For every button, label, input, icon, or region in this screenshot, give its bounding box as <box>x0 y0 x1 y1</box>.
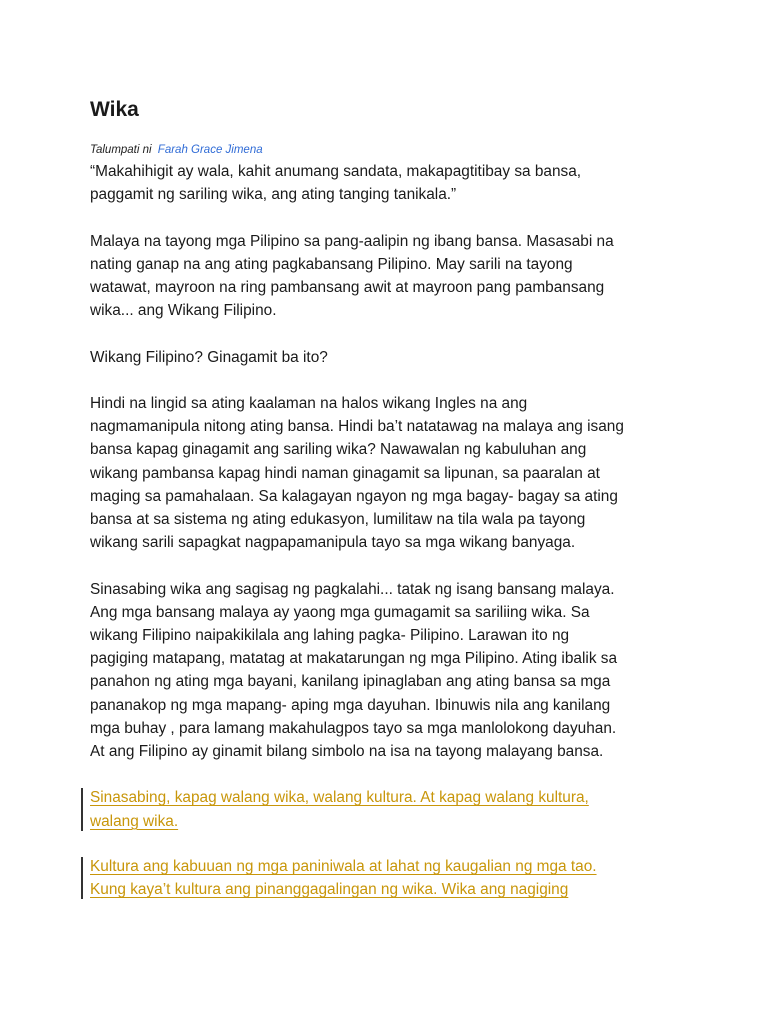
text-line: wikang pambansa kapag hindi naman ginagamit sa lipunan, sa paaralan at <box>90 464 600 482</box>
highlighted-line[interactable]: Sinasabing, kapag walang wika, walang kultura. At kapag walang kultura, <box>90 789 589 807</box>
byline-prefix: Talumpati ni <box>90 144 152 156</box>
text-line: wika... ang Wikang Filipino. <box>90 302 277 320</box>
highlighted-line[interactable]: Kultura ang kabuuan ng mga paniniwala at lahat ng kaugalian ng mga tao. <box>90 857 597 875</box>
text-line: wikang Filipino naipakikilala ang lahing pagka- Pilipino. Larawan ito ng <box>90 627 570 644</box>
document-title: Wika <box>90 98 139 121</box>
text-line: wikang sarili sapagkat nagpapamanipula tayo sa mga wikang banyaga. <box>90 534 576 552</box>
text-line: bansa kapag ginagamit ang sariling wika? Nawawalan ng kabuluhan ang <box>90 441 587 459</box>
text-line: “Makahihigit ay wala, kahit anumang sandata, makapagtitibay sa bansa, <box>90 163 582 180</box>
paragraph <box>90 346 710 369</box>
change-bar <box>81 788 83 830</box>
text-line: mga buhay , para lamang makahulagpos tayo sa mga manlolokong dayuhan. <box>90 719 617 737</box>
text-line: pagiging matapang, matatag at makatarungan ng mga Pilipino. Ating ibalik sa <box>90 650 618 668</box>
paragraph-quote <box>90 160 710 206</box>
text-line: Ang mga bansang malaya ay yaong mga gumagamit sa sariliing wika. Sa <box>90 603 590 621</box>
text-line: maging sa pamahalaan. Sa kalagayan ngayon ng mga bagay- bagay sa ating <box>90 487 618 505</box>
paragraph <box>90 578 710 764</box>
highlighted-passage[interactable] <box>90 786 710 832</box>
highlighted-line[interactable]: Kung kaya’t kultura ang pinanggagalingan ng wika. Wika ang nagiging <box>90 881 569 899</box>
change-bar <box>81 857 83 899</box>
text-line: panahon ng ating mga bayani, kanilang ipinaglaban ang ating bansa sa mga <box>90 673 611 691</box>
text-line: nagmamanipula nitong ating bansa. Hindi ba’t natatawag na malaya ang isang <box>90 418 624 436</box>
document-page <box>90 96 710 923</box>
text-line: paggamit ng sariling wika, ang ating tanging tanikala.” <box>90 186 457 204</box>
highlighted-passage[interactable] <box>90 855 710 901</box>
paragraph <box>90 392 710 554</box>
document-body <box>90 160 710 901</box>
text-line: bansa at sa sistema ng ating edukasyon, lumilitaw na tila wala pa tayong <box>90 511 586 528</box>
text-line: At ang Filipino ay ginamit bilang simbolo na isa na tayong malayang bansa. <box>90 743 604 761</box>
text-line: Malaya na tayong mga Pilipino sa pang-aalipin ng ibang bansa. Masasabi na <box>90 232 614 250</box>
text-line: nating ganap na ang ating pagkabansang Pilipino. May sarili na tayong <box>90 255 573 273</box>
text-line: Hindi na lingid sa ating kaalaman na halos wikang Ingles na ang <box>90 394 528 412</box>
text-line: Wikang Filipino? Ginagamit ba ito? <box>90 348 328 366</box>
text-line: watawat, mayroon na ring pambansang awit at mayroon pang pambansang <box>90 279 605 296</box>
author-link[interactable]: Farah Grace Jimena <box>157 144 263 156</box>
highlighted-line[interactable]: walang wika. <box>90 812 179 830</box>
text-line: pananakop ng mga mapang- aping mga dayuhan. Ibinuwis nila ang kanilang <box>90 696 611 714</box>
text-line: Sinasabing wika ang sagisag ng pagkalahi... tatak ng isang bansang malaya. <box>90 580 615 598</box>
byline <box>90 142 710 158</box>
paragraph <box>90 230 710 323</box>
